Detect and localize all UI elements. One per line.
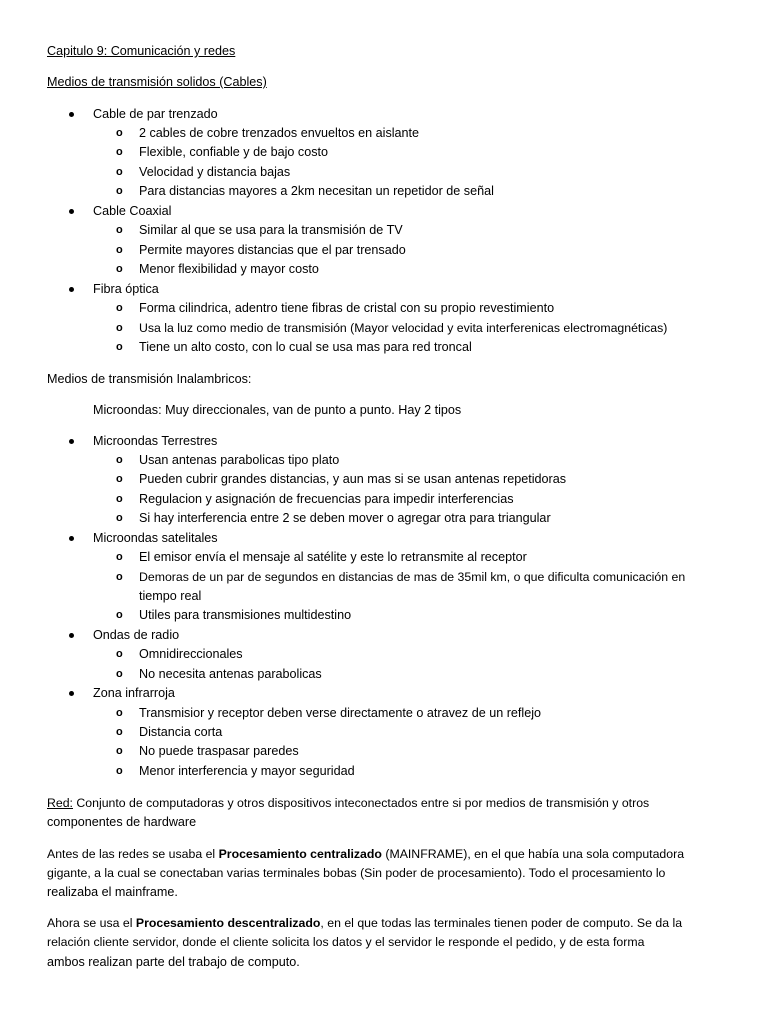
sub-bullet-icon: o [116, 765, 123, 777]
list-subitem: Similar al que se usa para la transmisión de TV [139, 223, 403, 237]
centralized-paragraph-line [47, 845, 684, 865]
bullet-icon [69, 536, 74, 541]
list-subitem: No necesita antenas parabolicas [139, 667, 322, 681]
sub-bullet-icon: o [116, 224, 123, 236]
centralized-paragraph-line: gigante, a la cual se conectaban varias terminales bobas (Sin poder de procesamiento). Todo el procesamiento lo [47, 866, 666, 880]
bullet-icon [69, 691, 74, 696]
sub-bullet-icon: o [116, 648, 123, 660]
bullet-icon [69, 439, 74, 444]
list-subitem: Utiles para transmisiones multidestino [139, 608, 352, 622]
sub-bullet-icon: o [116, 302, 123, 314]
centralized-term: Procesamiento centralizado [218, 847, 382, 861]
list-subitem: Transmisior y receptor deben verse directamente o atravez de un reflejo [139, 706, 542, 720]
list-item-title: Zona infrarroja [93, 686, 175, 700]
list-subitem: 2 cables de cobre trenzados envueltos en aislante [139, 126, 420, 140]
red-label: Red: [47, 796, 73, 810]
sub-bullet-icon: o [116, 571, 123, 583]
sub-bullet-icon: o [116, 726, 123, 738]
list-subitem: El emisor envía el mensaje al satélite y este lo retransmite al receptor [139, 550, 527, 564]
list-subitem: Omnidireccionales [139, 647, 243, 661]
sub-bullet-icon: o [116, 263, 123, 275]
list-subitem: Forma cilindrica, adentro tiene fibras de cristal con su propio revestimiento [139, 301, 555, 315]
list-item-title: Cable de par trenzado [93, 107, 218, 121]
list-subitem: Regulacion y asignación de frecuencias para impedir interferencias [139, 492, 514, 506]
list-subitem: Velocidad y distancia bajas [139, 165, 291, 179]
list-subitem: Menor interferencia y mayor seguridad [139, 764, 355, 778]
list-subitem: Para distancias mayores a 2km necesitan un repetidor de señal [139, 184, 494, 198]
sub-bullet-icon: o [116, 146, 123, 158]
list-item-title: Microondas Terrestres [93, 434, 218, 448]
list-subitem: Demoras de un par de segundos en distancias de mas de 35mil km, o que dificulta comunicación en [139, 570, 686, 584]
bullet-icon [69, 287, 74, 292]
list-subitem: Tiene un alto costo, con lo cual se usa mas para red troncal [139, 340, 472, 354]
microwaves-intro: Microondas: Muy direccionales, van de punto a punto. Hay 2 tipos [93, 403, 462, 417]
list-subitem: Si hay interferencia entre 2 se deben mover o agregar otra para triangular [139, 511, 551, 525]
list-subitem: Pueden cubrir grandes distancias, y aun mas si se usan antenas repetidoras [139, 472, 567, 486]
sub-bullet-icon: o [116, 512, 123, 524]
decentralized-paragraph-line [47, 914, 682, 934]
paragraph-text: , en el que todas las terminales tienen poder de computo. Se da la [320, 916, 683, 930]
list-subitem: Usa la luz como medio de transmisión (Mayor velocidad y evita interferenicas electromagnéticas) [139, 321, 668, 335]
centralized-paragraph-line: realizaba el mainframe. [47, 885, 178, 899]
decentralized-paragraph-line: relación cliente servidor, donde el cliente solicita los datos y el servidor le responde el pedido, y de esta forma [47, 935, 645, 949]
red-definition-text: Conjunto de computadoras y otros dispositivos inteconectados entre si por medios de transmisión y otros [72, 796, 650, 810]
sub-bullet-icon: o [116, 609, 123, 621]
sub-bullet-icon: o [116, 493, 123, 505]
paragraph-text: Antes de las redes se usaba el [47, 847, 219, 861]
red-definition-continuation: componentes de hardware [47, 815, 197, 829]
list-item-title: Fibra óptica [93, 282, 159, 296]
sub-bullet-icon: o [116, 185, 123, 197]
list-item-title: Cable Coaxial [93, 204, 172, 218]
list-item-title: Microondas satelitales [93, 531, 218, 545]
list-subitem: Usan antenas parabolicas tipo plato [139, 453, 340, 467]
list-subitem: Distancia corta [139, 725, 223, 739]
list-item-title: Ondas de radio [93, 628, 180, 642]
bullet-icon [69, 112, 74, 117]
paragraph-text: (MAINFRAME), en el que había una sola computadora [381, 847, 685, 861]
sub-bullet-icon: o [116, 341, 123, 353]
sub-bullet-icon: o [116, 551, 123, 563]
solid-media-heading: Medios de transmisión solidos (Cables) [47, 75, 267, 89]
list-subitem: Permite mayores distancias que el par trensado [139, 243, 406, 257]
sub-bullet-icon: o [116, 454, 123, 466]
sub-bullet-icon: o [116, 166, 123, 178]
sub-bullet-icon: o [116, 127, 123, 139]
decentralized-term: Procesamiento descentralizado [135, 916, 321, 930]
sub-bullet-icon: o [116, 668, 123, 680]
list-subitem-continuation: tiempo real [139, 589, 202, 603]
sub-bullet-icon: o [116, 707, 123, 719]
bullet-icon [69, 209, 74, 214]
list-subitem: Menor flexibilidad y mayor costo [139, 262, 319, 276]
bullet-icon [69, 633, 74, 638]
decentralized-paragraph-line: ambos realizan parte del trabajo de computo. [47, 955, 300, 969]
wireless-media-heading: Medios de transmisión Inalambricos: [47, 372, 252, 386]
list-subitem: No puede traspasar paredes [139, 744, 299, 758]
paragraph-text: Ahora se usa el [47, 916, 136, 930]
sub-bullet-icon: o [116, 745, 123, 757]
list-subitem: Flexible, confiable y de bajo costo [139, 145, 329, 159]
sub-bullet-icon: o [116, 322, 123, 334]
sub-bullet-icon: o [116, 244, 123, 256]
sub-bullet-icon: o [116, 473, 123, 485]
chapter-title: Capitulo 9: Comunicación y redes [47, 44, 236, 58]
red-definition-line [47, 794, 649, 814]
